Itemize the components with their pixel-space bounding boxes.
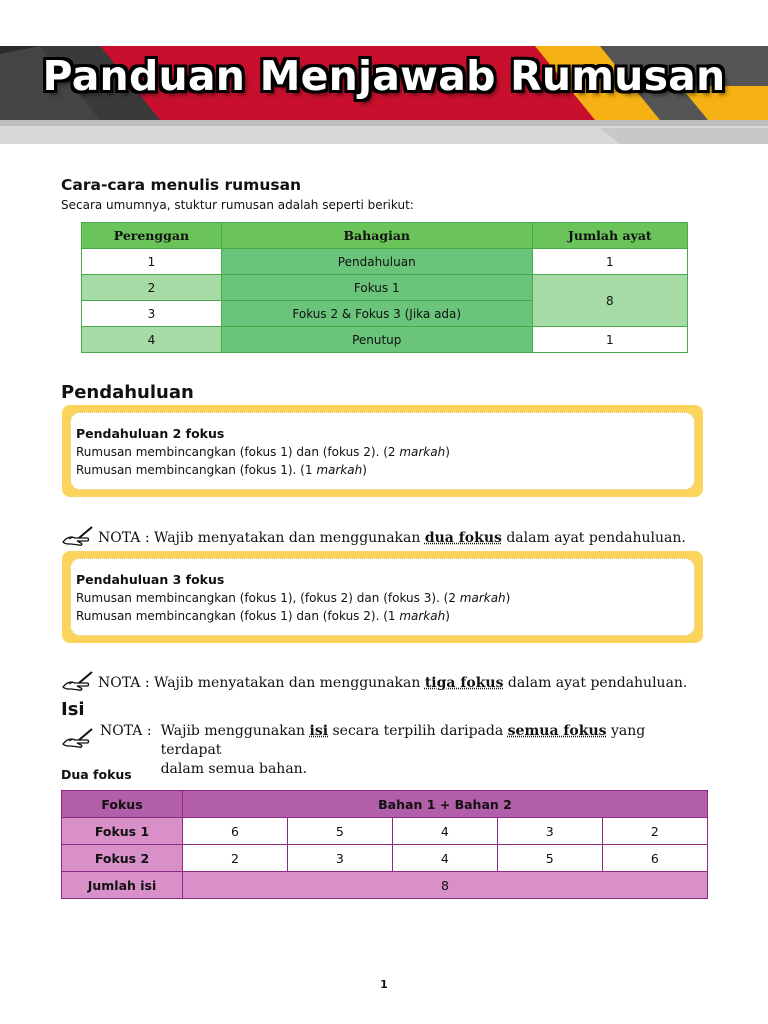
box-line — [76, 607, 450, 625]
table-cell: 4 — [82, 327, 222, 353]
nota-dua-fokus — [61, 526, 686, 548]
nota-text: dalam ayat pendahuluan. — [503, 675, 688, 691]
box-title-text: Pendahuluan 3 fokus — [76, 572, 225, 587]
intro-text: Secara umumnya, stuktur rumusan adalah seperti berikut: — [61, 198, 414, 212]
hand-writing-icon — [61, 728, 95, 748]
page-number: 1 — [380, 978, 388, 991]
box-line — [76, 589, 510, 607]
structure-table — [81, 222, 688, 353]
nota-text: Wajib menggunakan — [160, 723, 310, 739]
table-cell: 2 — [183, 845, 288, 872]
table-cell: 5 — [287, 818, 392, 845]
table-row — [62, 872, 708, 899]
line-em: markah — [316, 463, 363, 477]
table-cell: 4 — [392, 818, 497, 845]
table-cell: 6 — [183, 818, 288, 845]
section-heading-isi: Isi — [61, 699, 85, 720]
table-cell: 8 — [532, 275, 687, 327]
table-cell: 1 — [532, 327, 687, 353]
nota-bold: isi — [309, 723, 329, 739]
line-em: markah — [399, 609, 446, 623]
row-label: Jumlah isi — [62, 872, 183, 899]
nota-isi — [61, 722, 691, 779]
line-text: Rumusan membincangkan (fokus 1), (fokus 2) dan (fokus 3). (2 — [76, 591, 460, 605]
table-row — [82, 249, 688, 275]
nota-line-1 — [61, 722, 691, 779]
table-header-row — [62, 791, 708, 818]
nota-text: NOTA : Wajib menyatakan dan menggunakan — [98, 530, 425, 546]
box-title — [76, 425, 224, 443]
nota-text: NOTA : Wajib menyatakan dan menggunakan — [98, 675, 425, 691]
table-cell: 3 — [82, 301, 222, 327]
box-title-text: Pendahuluan 2 fokus — [76, 426, 225, 441]
pendahuluan-2-fokus-box — [62, 405, 703, 497]
nota-text: secara terpilih daripada — [328, 723, 508, 739]
line-text: ) — [445, 609, 450, 623]
nota-bold: tiga fokus — [424, 675, 504, 691]
line-text: Rumusan membincangkan (fokus 1) dan (fokus 2). (2 — [76, 445, 400, 459]
table-row — [62, 845, 708, 872]
table-cell: 3 — [287, 845, 392, 872]
nota-text — [161, 722, 691, 760]
nota-bold: dua fokus — [424, 530, 502, 546]
nota-text: dalam ayat pendahuluan. — [501, 530, 686, 546]
table-cell: Fokus 1 — [221, 275, 532, 301]
table-row — [82, 327, 688, 353]
line-text: ) — [445, 445, 450, 459]
box-title — [76, 571, 224, 589]
nota-body — [161, 722, 691, 779]
page-title: Panduan Menjawab Rumusan — [42, 52, 726, 100]
hand-writing-icon — [61, 671, 95, 691]
line-em: markah — [459, 591, 506, 605]
table-cell: 3 — [497, 818, 602, 845]
pendahuluan-3-fokus-box — [62, 551, 703, 643]
line-text: ) — [362, 463, 367, 477]
nota-body-line-1 — [161, 722, 691, 760]
nota-body-line-2: dalam semua bahan. — [160, 761, 308, 777]
table-cell: Fokus 2 & Fokus 3 (Jika ada) — [221, 301, 532, 327]
table-row — [82, 275, 688, 301]
hand-writing-icon — [61, 526, 95, 546]
row-label: Fokus 2 — [62, 845, 183, 872]
box-line — [76, 461, 367, 479]
section-heading-pendahuluan: Pendahuluan — [61, 382, 194, 403]
table-cell: 6 — [602, 845, 707, 872]
nota-tiga-fokus — [61, 671, 687, 693]
nota-text: yang terdapat — [160, 723, 646, 758]
section-heading-cara: Cara-cara menulis rumusan — [61, 176, 302, 194]
fokus-table — [61, 790, 708, 899]
table-row — [62, 818, 708, 845]
table-cell: 2 — [82, 275, 222, 301]
table-cell: Penutup — [221, 327, 532, 353]
table-cell: 8 — [183, 872, 708, 899]
table-cell: 1 — [532, 249, 687, 275]
table-cell: Pendahuluan — [221, 249, 532, 275]
table-cell: 5 — [497, 845, 602, 872]
col-header: Fokus — [62, 791, 183, 818]
line-text: Rumusan membincangkan (fokus 1). (1 — [76, 463, 317, 477]
col-header: Bahagian — [221, 223, 532, 249]
box-line — [76, 443, 450, 461]
col-header: Perenggan — [82, 223, 222, 249]
col-header: Bahan 1 + Bahan 2 — [183, 791, 708, 818]
line-em: markah — [399, 445, 446, 459]
table-cell: 4 — [392, 845, 497, 872]
nota-label: NOTA : — [100, 723, 152, 739]
line-text: ) — [505, 591, 511, 605]
table-cell: 1 — [82, 249, 222, 275]
col-header: Jumlah ayat — [532, 223, 687, 249]
dua-fokus-label: Dua fokus — [61, 767, 132, 782]
row-label: Fokus 1 — [62, 818, 183, 845]
line-text: Rumusan membincangkan (fokus 1) dan (fokus 2). (1 — [76, 609, 400, 623]
table-header-row — [82, 223, 688, 249]
table-cell: 2 — [602, 818, 707, 845]
nota-bold: semua fokus — [507, 723, 607, 739]
